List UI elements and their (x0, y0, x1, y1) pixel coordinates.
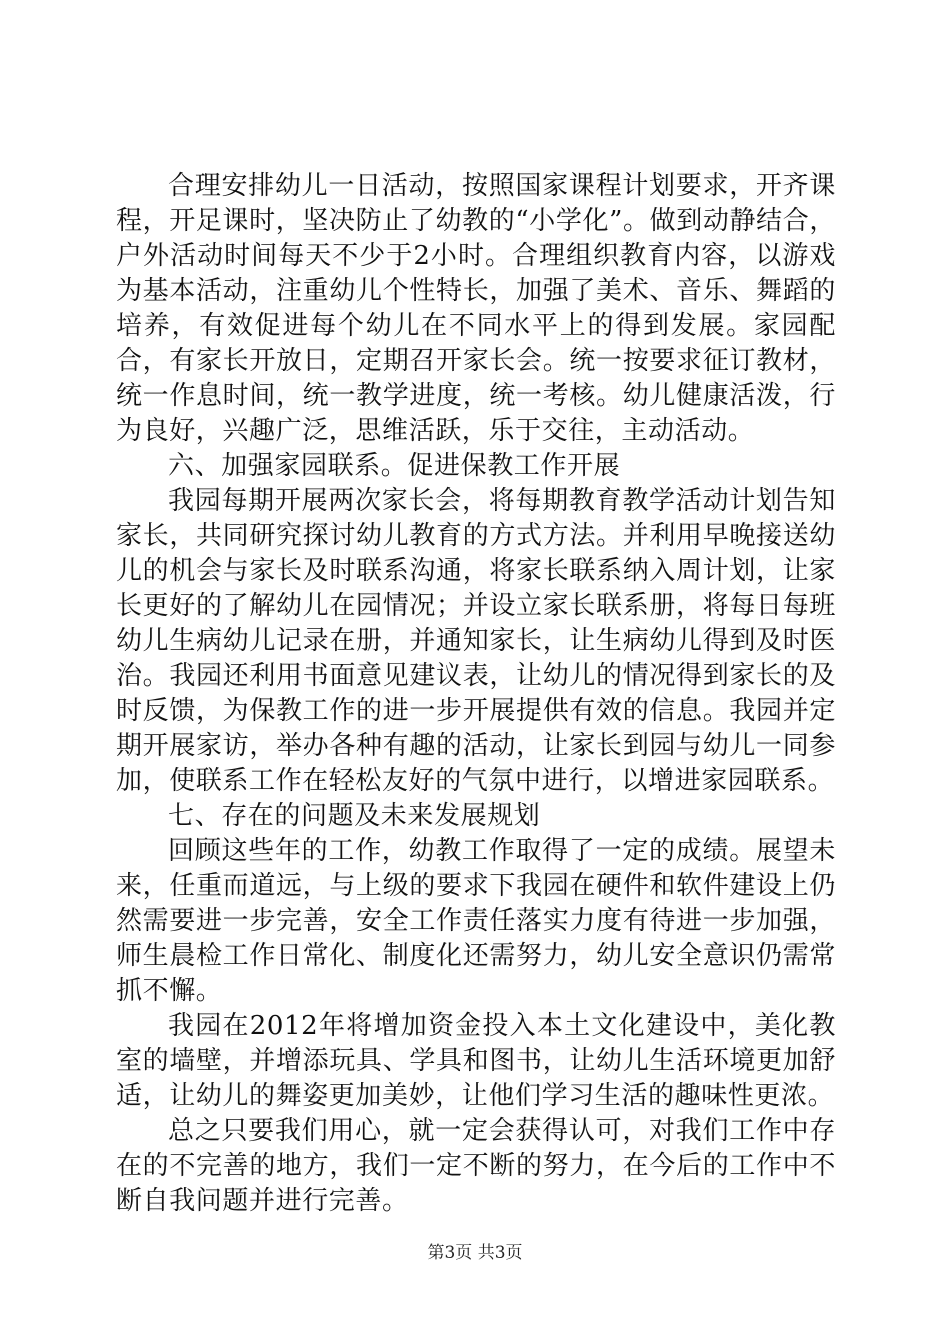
document-body (116, 169, 836, 1219)
paragraph-2012-plan: 我园在2012年将增加资金投入本土文化建设中，美化教室的墙壁，并增添玩具、学具和图书，让幼儿生活环境更加舒适，让幼儿的舞姿更加美妙，让他们学习生活的趣味性更浓。 (116, 1011, 836, 1111)
paragraph-home-school-contact: 我园每期开展两次家长会，将每期教育教学活动计划告知家长，共同研究探讨幼儿教育的方式方法。并利用早晚接送幼儿的机会与家长及时联系沟通，将家长联系纳入周计划，让家长更好的了解幼儿在园情况；并设立家长联系册，将每日每班幼儿生病幼儿记录在册，并通知家长，让生病幼儿得到及时医治。我园还利用书面意见建议表，让幼儿的情况得到家长的及时反馈，为保教工作的进一步开展提供有效的信息。我园并定期开展家访，举办各种有趣的活动，让家长到园与幼儿一同参加，使联系工作在轻松友好的气氛中进行，以增进家园联系。 (116, 486, 836, 796)
paragraph-daily-activities: 合理安排幼儿一日活动，按照国家课程计划要求，开齐课程，开足课时，坚决防止了幼教的“小学化”。做到动静结合，户外活动时间每天不少于2小时。合理组织教育内容，以游戏为基本活动，注重幼儿个性特长，加强了美术、音乐、舞蹈的培养，有效促进每个幼儿在不同水平上的得到发展。家园配合，有家长开放日，定期召开家长会。统一按要求征订教材，统一作息时间，统一教学进度，统一考核。幼儿健康活泼，行为良好，兴趣广泛，思维活跃，乐于交往，主动活动。 (116, 171, 836, 446)
section-heading-problems-and-plans: 七、存在的问题及未来发展规划 (168, 801, 541, 831)
page-number-footer: 第3页 共3页 (427, 1243, 523, 1263)
paragraph-conclusion: 总之只要我们用心，就一定会获得认可，对我们工作中存在的不完善的地方，我们一定不断的努力，在今后的工作中不断自我问题并进行完善。 (116, 1116, 836, 1216)
paragraph-review: 回顾这些年的工作，幼教工作取得了一定的成绩。展望未来，任重而道远，与上级的要求下我园在硬件和软件建设上仍然需要进一步完善，安全工作责任落实力度有待进一步加强，师生晨检工作日常化、制度化还需努力，幼儿安全意识仍需常抓不懈。 (116, 836, 836, 1006)
section-heading-home-school-contact: 六、加强家园联系。促进保教工作开展 (168, 451, 621, 481)
